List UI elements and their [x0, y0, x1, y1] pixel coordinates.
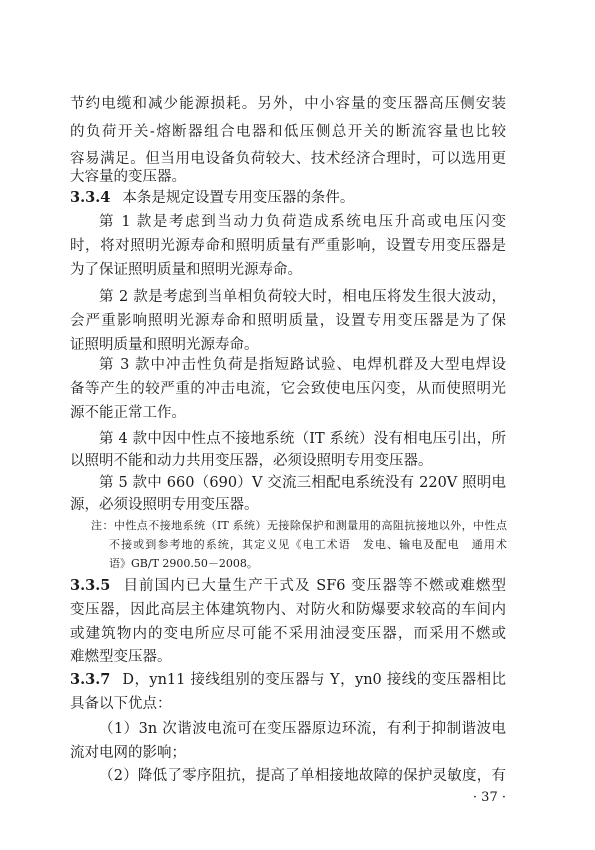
page-number: · 37 · [472, 790, 506, 805]
text-line: 会严重影响照明光源寿命和照明质量，设置专用变压器是为了保 [70, 313, 506, 329]
text-line: 容易满足。但当用电设备负荷较大、技术经济合理时，可以选用更 [70, 151, 506, 167]
section-number: 3.3.4 [70, 189, 111, 206]
text-line: 或建筑物内的变电所应尽可能不采用油浸变压器，而采用不燃或 [70, 626, 506, 642]
text-line: 变压器，因此高层主体建筑物内、对防火和防爆要求较高的车间内 [70, 602, 506, 618]
section-heading [70, 670, 506, 690]
text-line: 第 5 款中 660（690）V 交流三相配电系统没有 220V 照明电 [99, 475, 506, 491]
section-number: 3.3.5 [70, 577, 111, 594]
text-line: 第 2 款是考虑到当单相负荷较大时，相电压将发生很大波动， [99, 289, 506, 305]
section-title: 本条是规定设置专用变压器的条件。 [122, 190, 355, 206]
text-line: 的负荷开关-熔断器组合电器和低压侧总开关的断流容量也比较 [70, 124, 506, 140]
text-line: 流对电网的影响； [70, 745, 186, 761]
section-number: 3.3.7 [70, 671, 111, 688]
text-line: 具备以下优点： [70, 696, 172, 712]
text-line: （2）降低了零序阻抗，提高了单相接地故障的保护灵敏度，有 [99, 768, 506, 784]
note-line: 注：中性点不接地系统（IT 系统）无接除保护和测量用的高阻抗接地以外，中性点 [91, 519, 507, 532]
text-line: 证照明质量和照明光源寿命。 [70, 337, 259, 353]
text-line: 为了保证照明质量和照明光源寿命。 [70, 262, 302, 278]
text-line: （1）3n 次谐波电流可在变压器原边环流，有利于抑制谐波电 [99, 721, 506, 737]
section-text: D，yn11 接线组别的变压器与 Y，yn0 接线的变压器相比 [122, 672, 506, 688]
section-text: 目前国内已大量生产干式及 SF6 变压器等不燃或难燃型 [122, 578, 506, 594]
text-line: 第 3 款中冲击性负荷是指短路试验、电焊机群及大型电焊设 [99, 357, 506, 373]
text-line: 难燃型变压器。 [70, 649, 172, 665]
text-line: 第 1 款是考虑到当动力负荷造成系统电压升高或电压闪变 [99, 214, 506, 230]
section-heading [70, 188, 506, 208]
text-line: 备等产生的较严重的冲击电流，它会致使电压闪变，从而使照明光 [70, 381, 506, 397]
text-line: 时，将对照明光源寿命和照明质量有严重影响，设置专用变压器是 [70, 238, 506, 254]
text-line: 第 4 款中因中性点不接地系统（IT 系统）没有相电压引出，所 [99, 431, 506, 447]
text-line: 大容量的变压器。 [70, 169, 186, 185]
section-heading [70, 576, 506, 596]
note-line: 不接或到参考地的系统，其定义见《电工术语 发电、输电及配电 通用术 [109, 538, 507, 551]
note-line: 语》GB/T 2900.50－2008。 [109, 557, 258, 570]
text-line: 源，必须设照明专用变压器。 [70, 497, 259, 513]
text-line: 节约电缆和减少能源损耗。另外，中小容量的变压器高压侧安装 [70, 96, 506, 112]
text-line: 源不能正常工作。 [70, 405, 186, 421]
text-line: 以照明不能和动力共用变压器，必须设照明专用变压器。 [70, 453, 433, 469]
